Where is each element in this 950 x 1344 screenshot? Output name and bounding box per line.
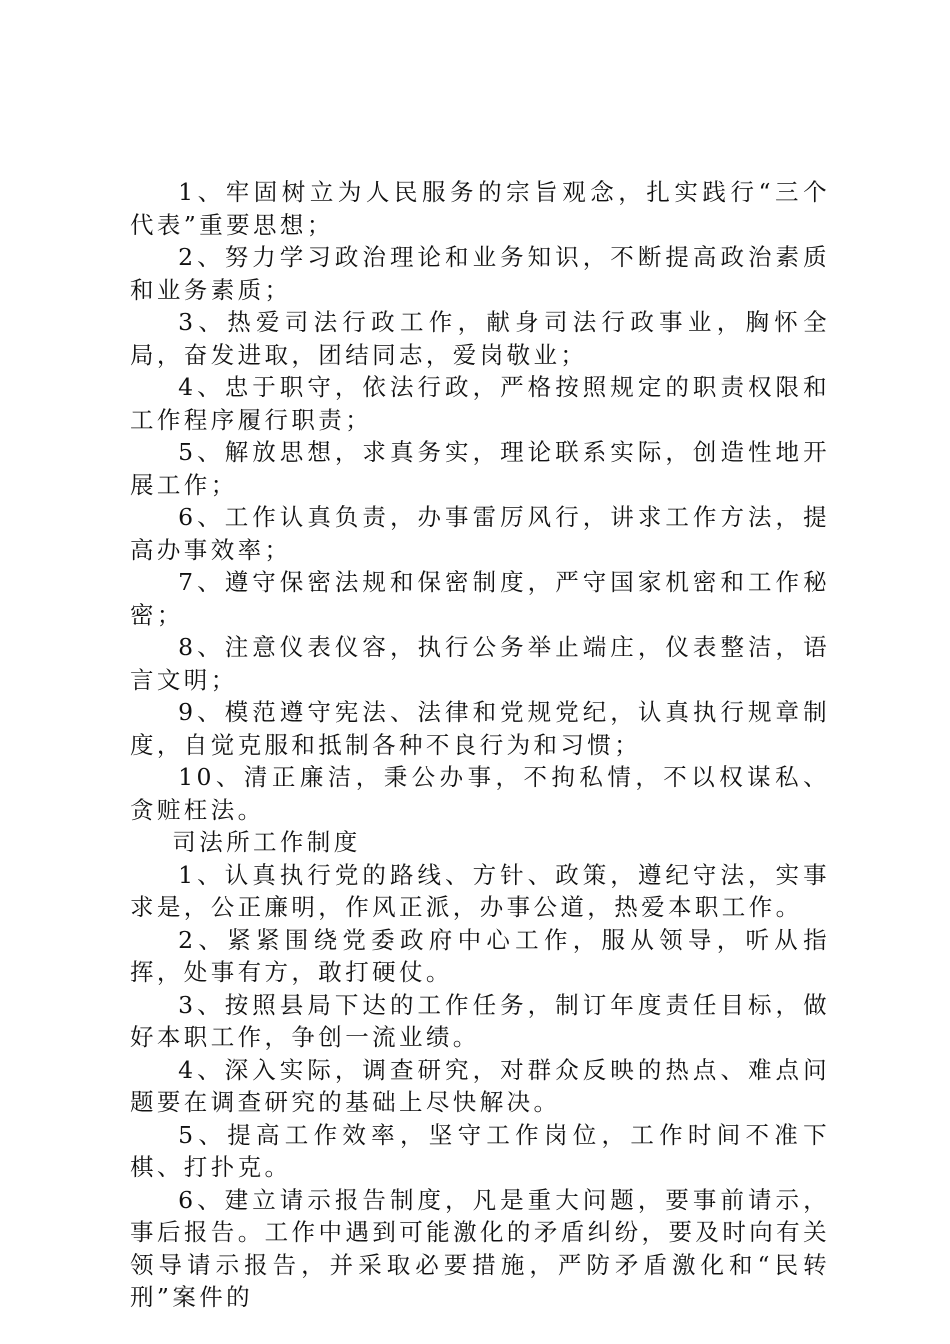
paragraph: 1、牢固树立为人民服务的宗旨观念，扎实践行“三个代表”重要思想； — [130, 178, 830, 239]
paragraph: 2、努力学习政治理论和业务知识，不断提高政治素质和业务素质； — [130, 243, 830, 304]
paragraph: 6、工作认真负责，办事雷厉风行，讲求工作方法，提高办事效率； — [130, 503, 830, 564]
paragraph: 5、提高工作效率，坚守工作岗位，工作时间不准下棋、打扑克。 — [130, 1120, 830, 1181]
paragraph: 3、热爱司法行政工作，献身司法行政事业，胸怀全局，奋发进取，团结同志，爱岗敬业； — [130, 308, 830, 369]
paragraph: 3、按照县局下达的工作任务，制订年度责任目标，做好本职工作，争创一流业绩。 — [130, 990, 830, 1051]
paragraph: 6、建立请示报告制度，凡是重大问题，要事前请示，事后报告。工作中遇到可能激化的矛盾纠纷，要及时向有关领导请示报告，并采取必要措施，严防矛盾激化和“民转刑”案件的 — [130, 1185, 830, 1311]
section-title: 司法所工作制度 — [172, 828, 361, 856]
paragraph: 10、清正廉洁，秉公办事，不拘私情，不以权谋私、贪赃枉法。 — [130, 763, 830, 824]
document-body — [130, 176, 830, 1314]
paragraph: 9、模范遵守宪法、法律和党规党纪，认真执行规章制度，自觉克服和抵制各种不良行为和习惯； — [130, 698, 830, 759]
paragraph: 4、忠于职守，依法行政，严格按照规定的职责权限和工作程序履行职责； — [130, 373, 830, 434]
paragraph: 5、解放思想，求真务实，理论联系实际，创造性地开展工作； — [130, 438, 830, 499]
paragraph: 4、深入实际，调查研究，对群众反映的热点、难点问题要在调查研究的基础上尽快解决。 — [130, 1055, 830, 1116]
paragraph: 1、认真执行党的路线、方针、政策，遵纪守法，实事求是，公正廉明，作风正派，办事公道，热爱本职工作。 — [130, 860, 830, 921]
paragraph: 2、紧紧围绕党委政府中心工作，服从领导，听从指挥，处事有方，敢打硬仗。 — [130, 925, 830, 986]
paragraph: 7、遵守保密法规和保密制度，严守国家机密和工作秘密； — [130, 568, 830, 629]
paragraph: 8、注意仪表仪容，执行公务举止端庄，仪表整洁，语言文明； — [130, 633, 830, 694]
